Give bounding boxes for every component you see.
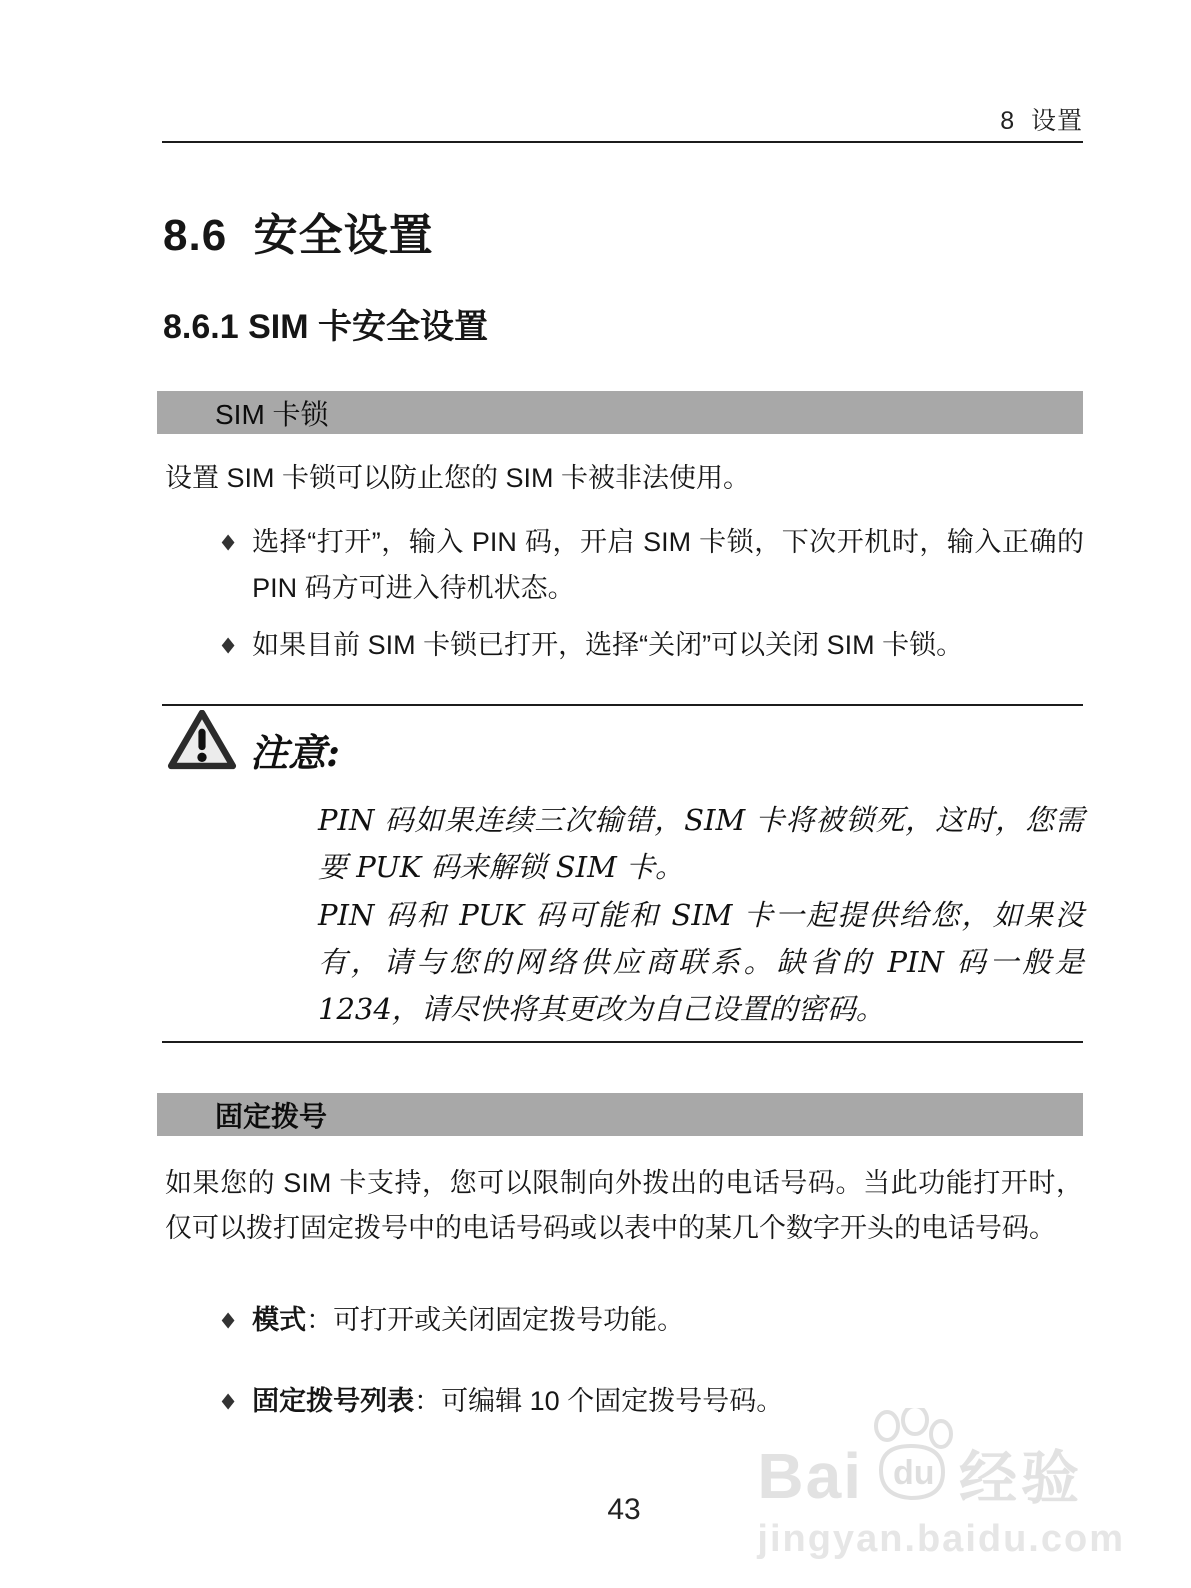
fixed-dialing-intro: 如果您的 SIM 卡支持，您可以限制向外拨出的电话号码。当此功能打开时，仅可以拨打固定拨号中的电话号码或以表中的某几个数字开头的电话号码。 [165,1168,1083,1243]
baidu-paw-icon [865,1408,957,1508]
list-item [220,519,1084,611]
bullet-rest: ：可打开或关闭固定拨号功能。 [306,1305,685,1335]
bullet-lead: 固定拨号列表 [252,1386,415,1416]
note-divider-top [162,704,1083,706]
sim-lock-section-bar [157,391,1083,434]
bullet-text: 如果目前 SIM 卡锁已打开，选择“关闭”可以关闭 SIM 卡锁。 [252,630,964,660]
note-paragraph: PIN 码如果连续三次输错，SIM 卡将被锁死，这时，您需要 PUK 码来解锁 SIM 卡。 [318,803,1084,884]
list-item [220,622,1084,668]
fixed-dialing-section-bar [157,1093,1083,1136]
header-rule [162,141,1083,143]
bullet-text: 选择“打开”，输入 PIN 码，开启 SIM 卡锁，下次开机时，输入正确的 PIN 码方可进入待机状态。 [252,527,1084,603]
section-title: 8.6 安全设置 [163,211,434,260]
note-label: 注意: [250,730,341,775]
bullet-diamond-icon: ◆ [221,633,235,656]
note-divider-bottom [162,1041,1083,1043]
baidu-logo-text: Bai [757,1440,863,1512]
bullet-lead: 模式 [252,1305,307,1335]
fixed-dialing-bar-label: 固定拨号 [215,1100,328,1132]
bullet-text [252,1378,783,1424]
chapter-header: 8 设置 [1000,107,1083,135]
watermark-suffix: 经验 [958,1446,1083,1511]
page-number: 43 [607,1493,641,1526]
note-paragraph: PIN 码和 PUK 码可能和 SIM 卡一起提供给您，如果没有，请与您的网络供应商联系。缺省的 PIN 码一般是 1234，请尽快将其更改为自己设置的密码。 [318,898,1084,1026]
baidu-logo-text-du: du [892,1454,935,1492]
subsection-title: 8.6.1 SIM 卡安全设置 [163,308,488,346]
bullet-rest: ：可编辑 10 个固定拨号号码。 [414,1386,784,1416]
bullet-diamond-icon: ◆ [221,530,235,553]
list-item [220,1297,1084,1343]
bullet-text [252,1297,684,1343]
sim-lock-intro: 设置 SIM 卡锁可以防止您的 SIM 卡被非法使用。 [165,463,751,493]
bullet-diamond-icon: ◆ [221,1389,235,1412]
baidu-watermark [757,1408,1125,1561]
sim-lock-bar-label: SIM 卡锁 [215,398,329,430]
warning-icon [166,710,238,776]
watermark-url: jingyan.baidu.com [757,1518,1125,1560]
bullet-diamond-icon: ◆ [221,1308,235,1331]
